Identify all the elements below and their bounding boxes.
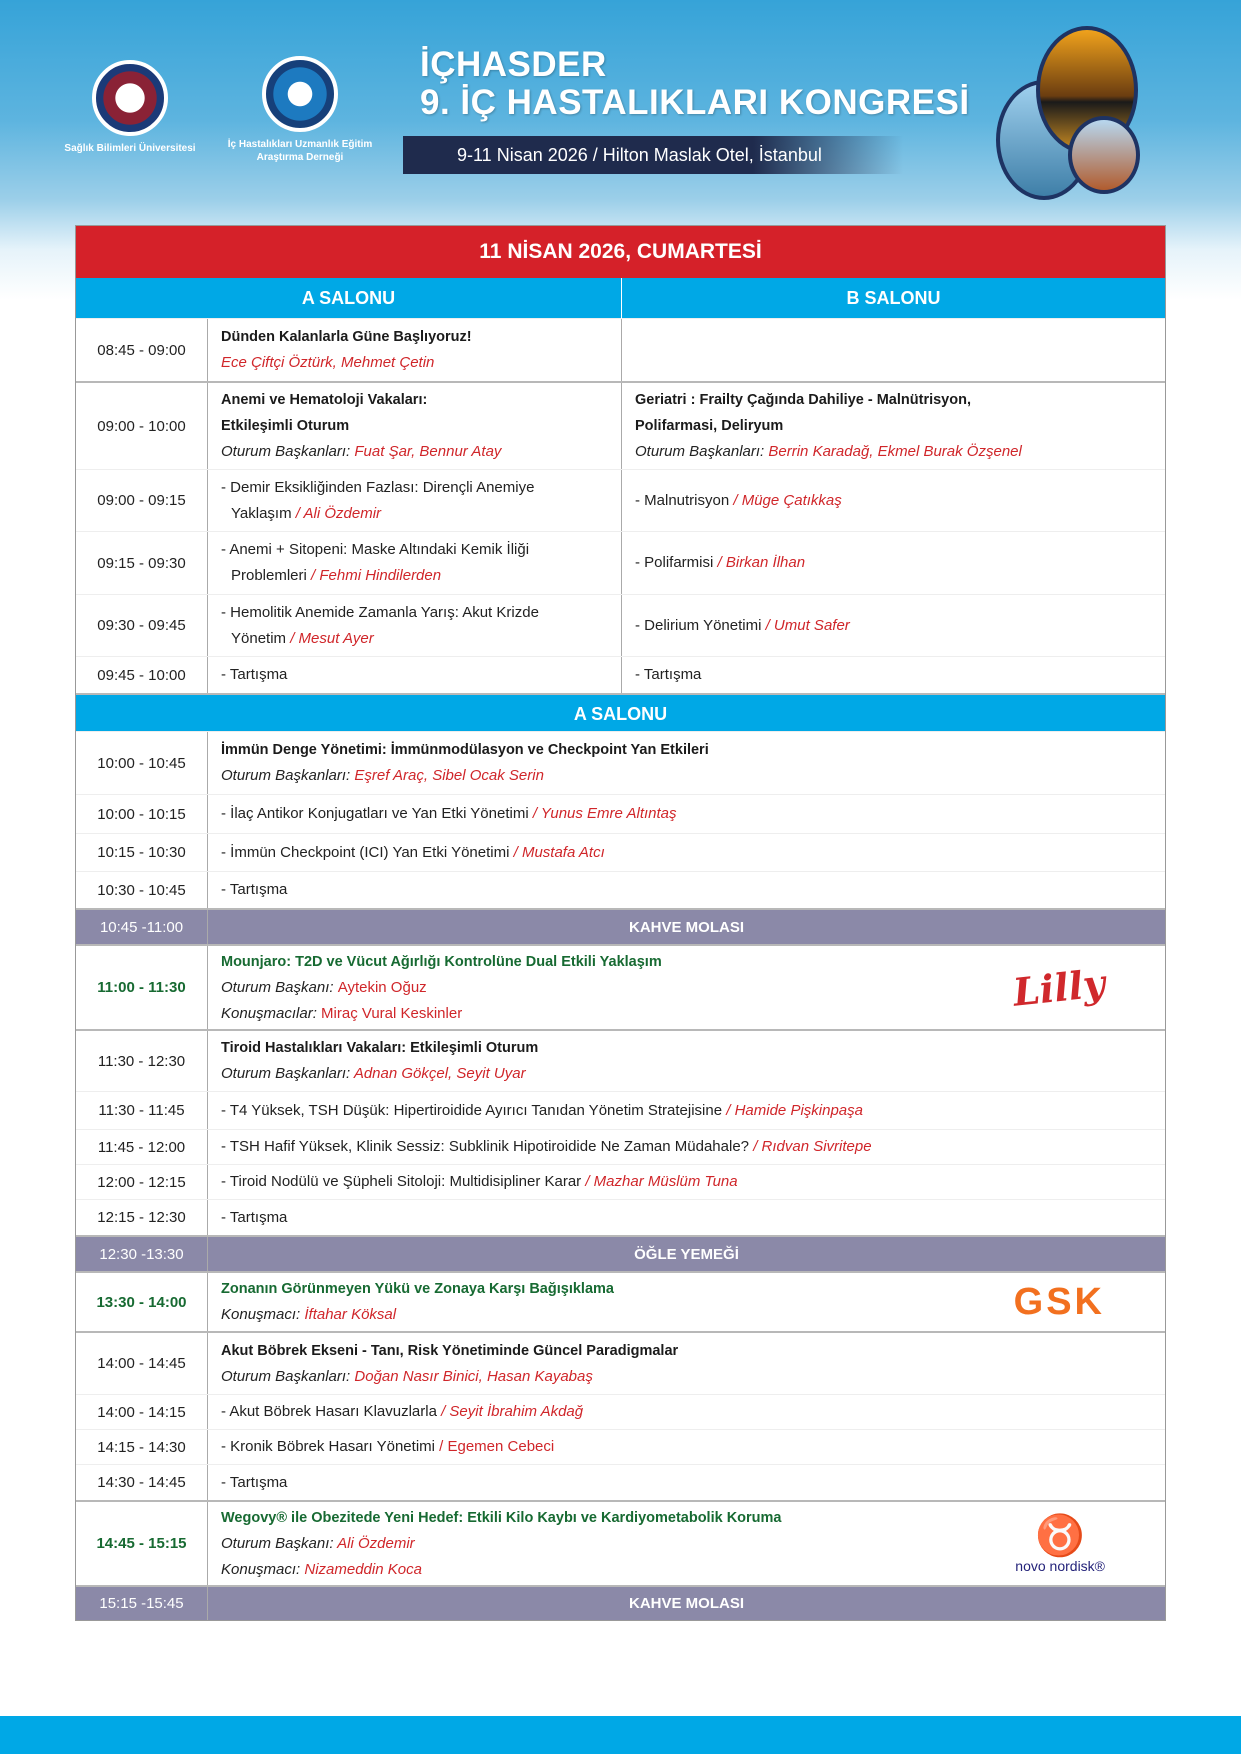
speaker-name: / Hamide Pişkinpaşa bbox=[726, 1101, 863, 1119]
association-seal-icon bbox=[262, 56, 338, 132]
time-slot: 14:30 - 14:45 bbox=[76, 1465, 208, 1500]
session-line bbox=[221, 1276, 1152, 1302]
speaker-name: Eşref Araç, Sibel Ocak Serin bbox=[354, 767, 544, 784]
time-slot: 10:30 - 10:45 bbox=[76, 872, 208, 908]
time-slot: 09:00 - 09:15 bbox=[76, 470, 208, 531]
schedule-row bbox=[76, 1500, 1165, 1585]
bull-icon: ♉ bbox=[1035, 1513, 1086, 1558]
speaker-name: / Seyit İbrahim Akdağ bbox=[441, 1403, 584, 1420]
salon-b-session bbox=[622, 657, 1165, 693]
session-text: - Tartışma bbox=[221, 666, 288, 683]
time-slot: 11:30 - 11:45 bbox=[76, 1092, 208, 1129]
role-label: Oturum Başkanı: bbox=[221, 978, 338, 996]
speaker-name: Doğan Nasır Binici, Hasan Kayabaş bbox=[354, 1367, 593, 1385]
program-table bbox=[75, 225, 1166, 1621]
day-title: 11 NİSAN 2026, CUMARTESİ bbox=[76, 226, 1165, 278]
session-line bbox=[221, 501, 608, 527]
session-text: Polifarmasi, Deliryum bbox=[635, 418, 784, 434]
session bbox=[208, 1502, 1165, 1585]
sponsor-logo-novo bbox=[1015, 1514, 1105, 1574]
session-line bbox=[221, 439, 608, 465]
salon-a-session bbox=[208, 532, 622, 594]
session-line bbox=[635, 439, 1152, 465]
session-text: - Tartışma bbox=[221, 881, 288, 898]
schedule-row bbox=[76, 794, 1165, 833]
time-slot: 08:45 - 09:00 bbox=[76, 319, 208, 381]
session-line bbox=[221, 1364, 1152, 1390]
speaker-name: / Birkan İlhan bbox=[717, 554, 806, 571]
session-line bbox=[221, 1470, 1152, 1496]
time-slot: 14:00 - 14:45 bbox=[76, 1333, 208, 1394]
session-line bbox=[635, 413, 1152, 439]
speaker-name: Ece Çiftçi Öztürk, Mehmet Çetin bbox=[221, 354, 435, 371]
speaker-name: / Ali Özdemir bbox=[295, 504, 382, 522]
time-slot: 15:15 -15:45 bbox=[76, 1587, 208, 1620]
time-slot: 09:30 - 09:45 bbox=[76, 595, 208, 656]
session bbox=[208, 1130, 1165, 1164]
time-slot: 10:15 - 10:30 bbox=[76, 834, 208, 871]
session bbox=[208, 1273, 1165, 1331]
session-text: - İmmün Checkpoint (ICI) Yan Etki Yönetimi bbox=[221, 843, 514, 861]
speaker-name: / Fehmi Hindilerden bbox=[311, 567, 442, 584]
session-line bbox=[221, 662, 608, 688]
session-line bbox=[221, 537, 608, 563]
session-line bbox=[221, 413, 608, 439]
break-row bbox=[76, 908, 1165, 944]
session-line bbox=[221, 1061, 1152, 1087]
session-line bbox=[221, 475, 608, 501]
speaker-name: / Umut Safer bbox=[765, 616, 850, 634]
session-text: Etkileşimli Oturum bbox=[221, 418, 350, 434]
schedule-row bbox=[76, 1464, 1165, 1500]
session-text: Wegovy® ile Obezitede Yeni Hedef: Etkili Kilo Kaybı ve Kardiyometabolik Koruma bbox=[221, 1509, 782, 1526]
schedule-row bbox=[76, 469, 1165, 531]
speaker-name: Fuat Şar, Bennur Atay bbox=[354, 443, 502, 460]
salon-a-session bbox=[208, 595, 622, 656]
time-slot: 12:00 - 12:15 bbox=[76, 1165, 208, 1199]
session-text: Yaklaşım bbox=[231, 504, 296, 522]
program-rows bbox=[76, 318, 1165, 1620]
speaker-name: Nizameddin Koca bbox=[304, 1560, 422, 1578]
salon-b-session bbox=[622, 319, 1165, 381]
session-text: - İlaç Antikor Konjugatları ve Yan Etki Yönetimi bbox=[221, 805, 533, 822]
university-logo bbox=[55, 60, 205, 155]
speaker-name: / Rıdvan Sivritepe bbox=[753, 1138, 872, 1155]
session-line bbox=[635, 488, 1152, 514]
role-label: Konuşmacılar: bbox=[221, 1004, 322, 1022]
session-text: - T4 Yüksek, TSH Düşük: Hipertiroidide Ayırıcı Tanıdan Yönetim Stratejisine bbox=[221, 1101, 727, 1119]
sponsor-name: novo nordisk® bbox=[1015, 1557, 1105, 1574]
session bbox=[208, 1165, 1165, 1199]
sponsor-name: Lilly bbox=[1010, 959, 1108, 1015]
schedule-row bbox=[76, 731, 1165, 794]
time-slot: 12:15 - 12:30 bbox=[76, 1200, 208, 1235]
session-line bbox=[221, 840, 1152, 866]
schedule-row bbox=[76, 1199, 1165, 1235]
schedule-row bbox=[76, 1394, 1165, 1429]
role-label: Oturum Başkanları: bbox=[221, 1367, 355, 1385]
schedule-row bbox=[76, 656, 1165, 693]
role-label: Oturum Başkanı: bbox=[221, 1534, 338, 1552]
session-line bbox=[635, 613, 1152, 639]
session bbox=[208, 795, 1165, 833]
time-slot: 09:00 - 10:00 bbox=[76, 383, 208, 469]
session-text: - Akut Böbrek Hasarı Klavuzlarla bbox=[221, 1403, 442, 1420]
session-line bbox=[221, 1399, 1152, 1425]
session bbox=[208, 1031, 1165, 1091]
session-line bbox=[221, 324, 608, 350]
time-slot: 10:00 - 10:15 bbox=[76, 795, 208, 833]
salon-b-header: B SALONU bbox=[846, 288, 941, 308]
session-line bbox=[221, 763, 1152, 789]
session-text: - Tartışma bbox=[221, 1473, 288, 1491]
break-label: ÖĞLE YEMEĞİ bbox=[634, 1245, 739, 1263]
break-row bbox=[76, 1235, 1165, 1271]
schedule-row bbox=[76, 1331, 1165, 1394]
session-line bbox=[221, 626, 608, 652]
time-slot: 14:45 - 15:15 bbox=[76, 1502, 208, 1585]
session bbox=[208, 732, 1165, 794]
footer-bar bbox=[0, 1716, 1241, 1754]
speaker-name: / Egemen Cebeci bbox=[439, 1438, 555, 1455]
schedule-row bbox=[76, 1429, 1165, 1464]
session bbox=[208, 1092, 1165, 1129]
session-text: Yönetim bbox=[231, 629, 291, 647]
role-label: Oturum Başkanları: bbox=[221, 1065, 354, 1082]
session-text: Dünden Kalanlarla Güne Başlıyoruz! bbox=[221, 329, 472, 345]
session-text: Geriatri : Frailty Çağında Dahiliye - Malnütrisyon, bbox=[635, 392, 971, 408]
speaker-name: / Mazhar Müslüm Tuna bbox=[585, 1173, 738, 1190]
session-line bbox=[221, 600, 608, 626]
speaker-name: / Yunus Emre Altıntaş bbox=[532, 805, 677, 822]
session-line bbox=[635, 387, 1152, 413]
session bbox=[208, 1430, 1165, 1464]
salon-b-session bbox=[622, 470, 1165, 531]
speaker-name: / Mesut Ayer bbox=[290, 629, 374, 647]
session-line bbox=[221, 1557, 1152, 1583]
session-text: Akut Böbrek Ekseni - Tanı, Risk Yönetiminde Güncel Paradigmalar bbox=[221, 1342, 679, 1359]
session bbox=[208, 872, 1165, 908]
salon-b-session bbox=[622, 383, 1165, 469]
time-slot: 09:45 - 10:00 bbox=[76, 657, 208, 693]
salon-a-header: A SALONU bbox=[76, 278, 622, 318]
time-slot: 11:30 - 12:30 bbox=[76, 1031, 208, 1091]
salon-header bbox=[76, 278, 1165, 318]
schedule-row bbox=[76, 1271, 1165, 1331]
speaker-name: Berrin Karadağ, Ekmel Burak Özşenel bbox=[768, 443, 1022, 460]
speaker-name: / Müge Çatıkkaş bbox=[733, 491, 842, 509]
session bbox=[208, 1465, 1165, 1500]
time-slot: 11:00 - 11:30 bbox=[76, 946, 208, 1029]
session-text: - Hemolitik Anemide Zamanla Yarış: Akut Krizde bbox=[221, 603, 539, 621]
sponsor-logo-lilly bbox=[1010, 959, 1108, 1015]
time-slot: 10:00 - 10:45 bbox=[76, 732, 208, 794]
title-line-1: İÇHASDER bbox=[420, 45, 607, 84]
session-text: Mounjaro: T2D ve Vücut Ağırlığı Kontrolüne Dual Etkili Yaklaşım bbox=[221, 953, 662, 970]
session-text: - TSH Hafif Yüksek, Klinik Sessiz: Subklinik Hipotiroidide Ne Zaman Müdahale? bbox=[221, 1138, 754, 1155]
session-text: Tiroid Hastalıkları Vakaları: Etkileşimli Oturum bbox=[221, 1040, 539, 1056]
session-text: - Tartışma bbox=[635, 666, 702, 683]
session bbox=[208, 1395, 1165, 1429]
session bbox=[208, 1333, 1165, 1394]
session-text: - Tiroid Nodülü ve Şüpheli Sitoloji: Multidisipliner Karar bbox=[221, 1173, 586, 1190]
schedule-row bbox=[76, 1164, 1165, 1199]
salon-band: A SALONU bbox=[76, 693, 1165, 731]
session-line bbox=[221, 801, 1152, 827]
session-line bbox=[221, 1338, 1152, 1364]
speaker-name: İftahar Köksal bbox=[304, 1306, 397, 1323]
schedule-row bbox=[76, 531, 1165, 594]
speaker-name: Aytekin Oğuz bbox=[337, 978, 427, 996]
association-logo bbox=[215, 56, 385, 164]
schedule-row bbox=[76, 594, 1165, 656]
session-line bbox=[221, 1169, 1152, 1195]
time-slot: 11:45 - 12:00 bbox=[76, 1130, 208, 1164]
session-line bbox=[221, 1134, 1152, 1160]
session-line bbox=[221, 1434, 1152, 1460]
session-line bbox=[635, 662, 1152, 688]
session-text: - Anemi + Sitopeni: Maske Altındaki Kemik İliği bbox=[221, 541, 530, 558]
session-line bbox=[221, 1035, 1152, 1061]
session-line bbox=[221, 1505, 1152, 1531]
break-label: KAHVE MOLASI bbox=[628, 918, 744, 936]
sponsor-name: GSK bbox=[1013, 1281, 1105, 1323]
association-name: İç Hastalıkları Uzmanlık Eğitim Araştırma Derneği bbox=[227, 139, 373, 163]
session-text: - Demir Eksikliğinden Fazlası: Dirençli Anemiye bbox=[221, 478, 535, 496]
congress-header bbox=[0, 0, 1241, 200]
salon-a-session bbox=[208, 319, 622, 381]
session-line bbox=[221, 350, 608, 376]
session-text: İmmün Denge Yönetimi: İmmünmodülasyon ve Checkpoint Yan Etkileri bbox=[221, 742, 709, 758]
session-text: - Polifarmisi bbox=[635, 554, 718, 571]
session-text: - Delirium Yönetimi bbox=[635, 616, 766, 634]
speaker-name: Adnan Gökçel, Seyit Uyar bbox=[353, 1065, 526, 1082]
session-line bbox=[221, 563, 608, 589]
galata-tower-photo bbox=[1068, 116, 1140, 194]
sponsor-logo-gsk bbox=[1013, 1281, 1105, 1323]
university-name: Sağlık Bilimleri Üniversitesi bbox=[64, 143, 196, 154]
session-line bbox=[221, 1098, 1152, 1124]
session-line bbox=[221, 387, 608, 413]
session-line bbox=[221, 1302, 1152, 1328]
university-seal-icon bbox=[92, 60, 168, 136]
schedule-row bbox=[76, 1129, 1165, 1164]
role-label: Konuşmacı: bbox=[221, 1560, 305, 1578]
role-label: Oturum Başkanları: bbox=[221, 443, 355, 460]
time-slot: 13:30 - 14:00 bbox=[76, 1273, 208, 1331]
schedule-row bbox=[76, 833, 1165, 871]
time-slot: 14:00 - 14:15 bbox=[76, 1395, 208, 1429]
session bbox=[208, 834, 1165, 871]
session-text: Problemleri bbox=[231, 567, 312, 584]
session-line bbox=[221, 1001, 1152, 1027]
session bbox=[208, 1200, 1165, 1235]
session-text: - Tartışma bbox=[221, 1208, 288, 1226]
title-line-2: 9. İÇ HASTALIKLARI KONGRESİ bbox=[420, 83, 970, 122]
salon-b-session bbox=[622, 595, 1165, 656]
speaker-name: Ali Özdemir bbox=[337, 1534, 415, 1552]
time-slot: 12:30 -13:30 bbox=[76, 1237, 208, 1271]
role-label: Konuşmacı: bbox=[221, 1306, 305, 1323]
time-slot: 10:45 -11:00 bbox=[76, 910, 208, 944]
schedule-row bbox=[76, 1029, 1165, 1091]
session-line bbox=[635, 550, 1152, 576]
session-line bbox=[221, 1531, 1152, 1557]
schedule-row bbox=[76, 381, 1165, 469]
salon-a-session bbox=[208, 470, 622, 531]
speaker-name: / Mustafa Atcı bbox=[513, 843, 605, 861]
session bbox=[208, 946, 1165, 1029]
salon-a-session bbox=[208, 657, 622, 693]
schedule-row bbox=[76, 944, 1165, 1029]
role-label: Oturum Başkanları: bbox=[635, 443, 769, 460]
congress-title bbox=[420, 46, 970, 122]
salon-a-session bbox=[208, 383, 622, 469]
congress-date-venue: 9-11 Nisan 2026 / Hilton Maslak Otel, İstanbul bbox=[403, 136, 903, 174]
session-line bbox=[221, 877, 1152, 903]
session-text: - Malnutrisyon bbox=[635, 491, 734, 509]
time-slot: 09:15 - 09:30 bbox=[76, 532, 208, 594]
schedule-row bbox=[76, 318, 1165, 381]
break-row bbox=[76, 1585, 1165, 1620]
session-text: Zonanın Görünmeyen Yükü ve Zonaya Karşı Bağışıklama bbox=[221, 1281, 614, 1297]
session-text: Anemi ve Hematoloji Vakaları: bbox=[221, 392, 428, 408]
role-label: Oturum Başkanları: bbox=[221, 767, 355, 784]
schedule-row bbox=[76, 871, 1165, 908]
session-text: - Kronik Böbrek Hasarı Yönetimi bbox=[221, 1438, 440, 1455]
time-slot: 14:15 - 14:30 bbox=[76, 1430, 208, 1464]
schedule-row bbox=[76, 1091, 1165, 1129]
break-label: KAHVE MOLASI bbox=[628, 1595, 744, 1612]
session-line bbox=[221, 1205, 1152, 1231]
session-line bbox=[221, 737, 1152, 763]
speaker-name: Miraç Vural Keskinler bbox=[321, 1004, 463, 1022]
salon-b-session bbox=[622, 532, 1165, 594]
